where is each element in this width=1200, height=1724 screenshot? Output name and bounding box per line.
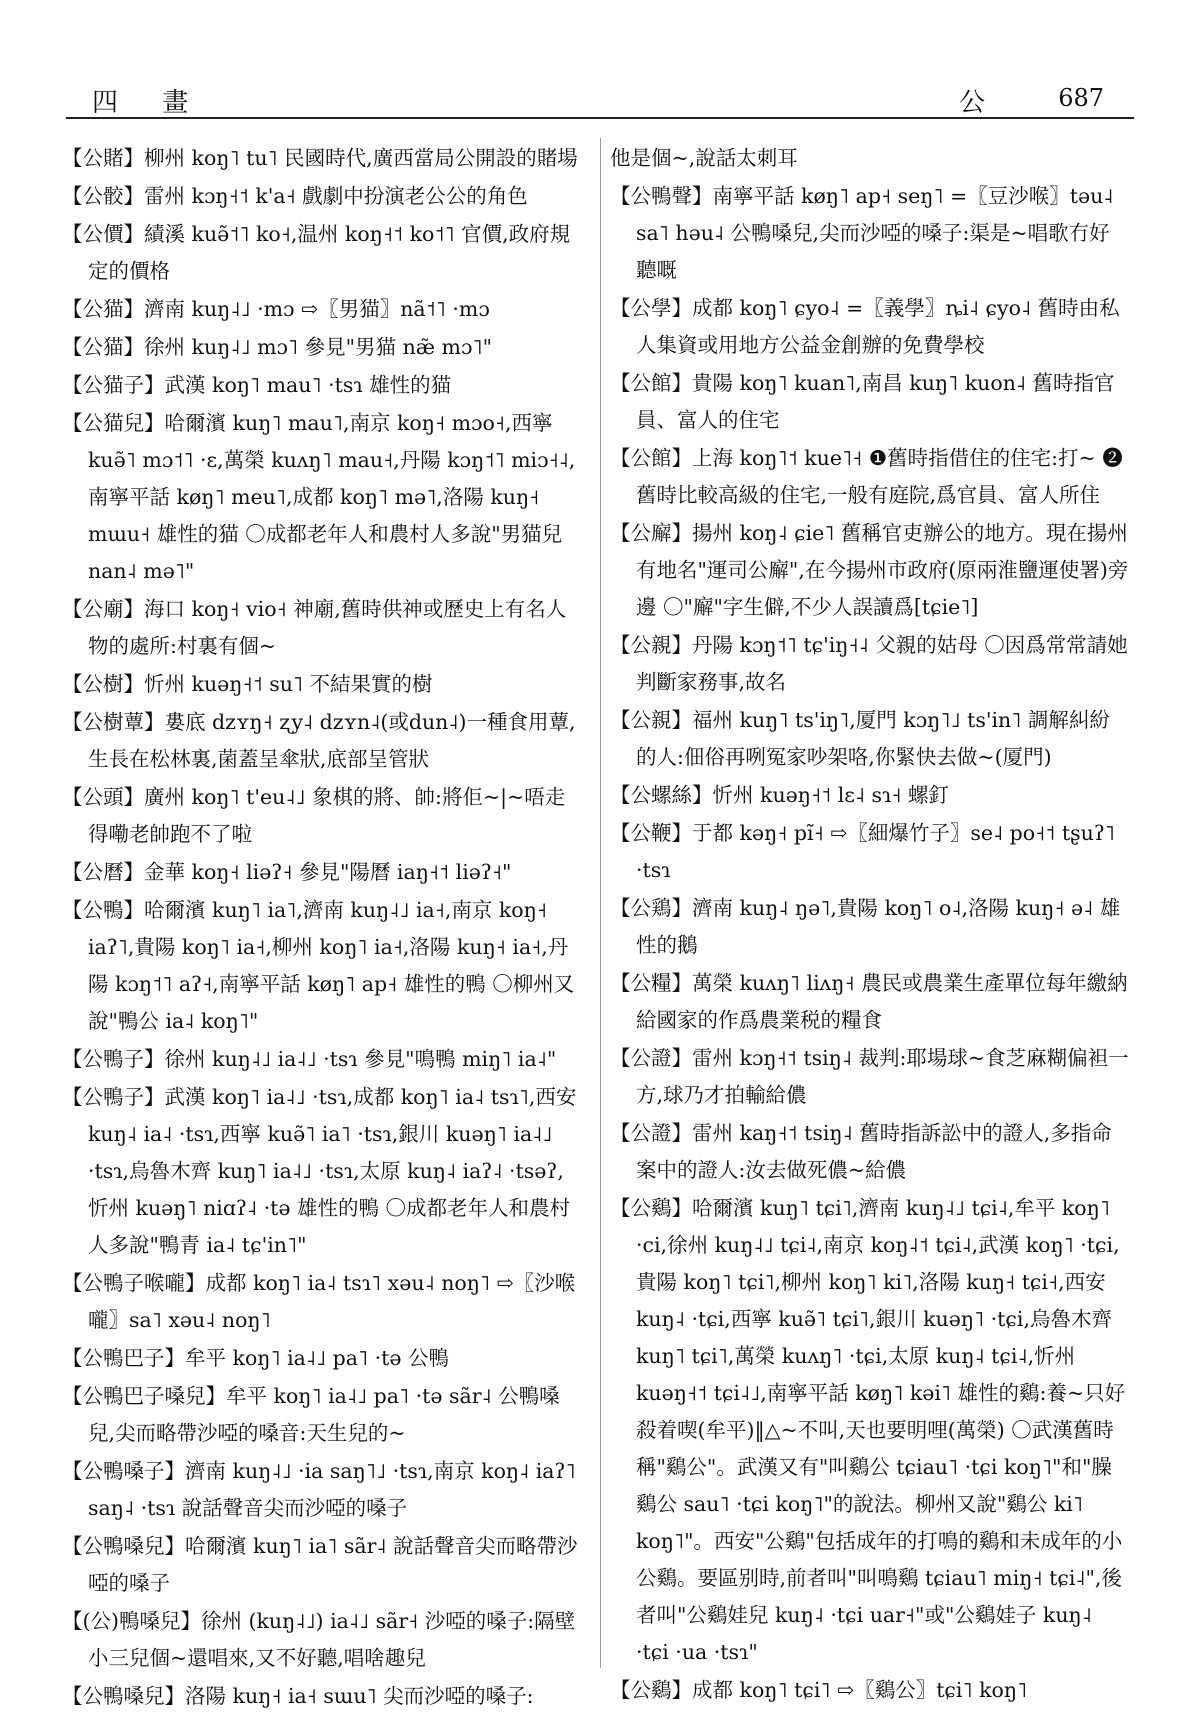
dictionary-entry: 【公螺絲】忻州 kuəŋ˧˦ lε˨ sɿ˧ 螺釘	[610, 783, 949, 807]
dictionary-entry: 【公曆】金華 koŋ˧ liəʔ˧ 參見"陽曆 iaŋ˧˦ liəʔ˧"	[62, 860, 512, 884]
dictionary-entry: 【公鴨】哈爾濱 kuŋ˥ ia˥,濟南 kuŋ˨˩ ia˧,南京 koŋ˧ iaʔ˥,貴陽 koŋ˥ ia˧,柳州 koŋ˥ ia˧,洛陽 kuŋ˧ ia˧,丹陽 kɔŋ˦˥ aʔ˧,南寧平話 køŋ˥ ap˧ 雄性的鴨 〇柳州又說"鴨公 ia˨ koŋ˥"	[62, 898, 575, 1033]
left-column	[62, 140, 582, 1716]
dictionary-entry: 他是個~,說話太刺耳	[610, 146, 798, 170]
column-divider	[600, 138, 601, 1668]
dictionary-entry: 【公糧】萬榮 kuʌŋ˥ liʌŋ˧ 農民或農業生產單位每年繳納給國家的作爲農業税的糧食	[610, 971, 1128, 1032]
dictionary-entry: 【公鴨聲】南寧平話 køŋ˥ ap˧ seŋ˥ =〖豆沙喉〗təu˨ sa˥ həu˨ 公鴨嗓兒,尖而沙啞的嗓子:渠是~唱歌冇好聽嘅	[610, 184, 1114, 282]
dictionary-entry: 【公鴨嗓兒】哈爾濱 kuŋ˥ ia˥ sãr˨ 說話聲音尖而略帶沙啞的嗓子	[62, 1534, 578, 1595]
dictionary-entry: 【公證】雷州 kaŋ˧˦ tsiŋ˨ 舊時指訴訟中的證人,多指命案中的證人:汝去做死儂~給儂	[610, 1121, 1112, 1182]
page-number: 687	[1058, 84, 1104, 112]
dictionary-entry: 【公鴨嗓兒】洛陽 kuŋ˧ ia˧ sɯu˥ 尖而沙啞的嗓子:	[62, 1684, 534, 1708]
radical-header: 公	[958, 88, 985, 118]
dictionary-entry: 【公價】績溪 kuə̃˦˥ ko˧,温州 koŋ˧˦ ko˦˥ 官價,政府規定的價格	[62, 222, 571, 283]
dictionary-entry: 【公鷄】哈爾濱 kuŋ˥ tɕi˥,濟南 kuŋ˨˩ tɕi˨,牟平 koŋ˥ ·ci,徐州 kuŋ˨˩ tɕi˨,南京 koŋ˨˦ tɕi˨,武漢 koŋ˥ ·tɕi,貴陽 koŋ˥ tɕi˥,柳州 koŋ˥ ki˥,洛陽 kuŋ˧ tɕi˧,西安 kuŋ˨ ·tɕi,西寧 kuə̃˥ tɕi˥,銀川 kuəŋ˥ ·tɕi,烏魯木齊 kuŋ˥ tɕi˥,萬榮 kuʌŋ˥ ·tɕi,太原 kuŋ˨ tɕi˨,忻州 kuəŋ˧˦ tɕi˨˩,南寧平話 køŋ˥ kəi˥ 雄性的鷄:養~只好殺着喫(牟平)‖△~不叫,天也要明哩(萬榮) 〇武漢舊時稱"鷄公"。武漢又有"叫鷄公 tɕiau˥ ·tɕi koŋ˥"和"臊鷄公 sau˥ ·tɕi koŋ˥"的說法。柳州又說"鷄公 ki˥ koŋ˥"。西安"公鷄"包括成年的打鳴的鷄和未成年的小公鷄。要區别時,前者叫"叫鳴鷄 tɕiau˥ miŋ˧ tɕi˨",後者叫"公鷄娃兒 kuŋ˨ ·tɕi uar˧"或"公鷄娃子 kuŋ˨ ·tɕi ·ua ·tsɿ"	[610, 1196, 1126, 1664]
dictionary-entry: 【公鴨嗓子】濟南 kuŋ˨˩ ·ia saŋ˥˩ ·tsɿ,南京 koŋ˨ iaʔ˥ saŋ˨ ·tsɿ 說話聲音尖而沙啞的嗓子	[62, 1459, 576, 1520]
dictionary-entry: 【公鞭】于都 kəŋ˧ pĩ˧ ⇨〖細爆竹子〗se˨ po˧˦ tʂuʔ˥ ·tsɿ	[610, 821, 1115, 882]
dictionary-entry: 【公鴨子喉嚨】成都 koŋ˥ ia˨ tsɿ˥ xəu˨ noŋ˥ ⇨〖沙喉嚨〗sa˥ xəu˨ noŋ˥	[62, 1271, 576, 1332]
dictionary-entry: 【公鴨子】武漢 koŋ˥ ia˨˩ ·tsɿ,成都 koŋ˥ ia˨ tsɿ˥,西安 kuŋ˨ ia˨ ·tsɿ,西寧 kuə̃˥ ia˥ ·tsɿ,銀川 kuəŋ˥ ia˨˩ ·tsɿ,烏魯木齊 kuŋ˥ ia˨˩ ·tsɿ,太原 kuŋ˨ iaʔ˨ ·tsəʔ,忻州 kuəŋ˥ niɑʔ˨ ·tə 雄性的鴨 〇成都老年人和農村人多說"鴨青 ia˨ tɕ'in˥"	[62, 1085, 577, 1257]
dictionary-entry: 【公樹蕈】婁底 dzʏŋ˧ ʐy˨ dzʏn˨(或dun˨)一種食用蕈,生長在松林裏,菌蓋呈傘狀,底部呈管狀	[62, 710, 576, 771]
dictionary-entry: 【公鴨巴子】牟平 koŋ˥ ia˨˩ pa˥ ·tə 公鴨	[62, 1346, 449, 1370]
dictionary-entry: 【公館】上海 koŋ˥˦ kue˥˧ ❶舊時指借住的住宅:打~ ❷舊時比較高級的住宅,一般有庭院,爲官員、富人所住	[610, 446, 1123, 507]
dictionary-entry: 【公猫兒】哈爾濱 kuŋ˥ mau˥,南京 koŋ˧ mɔo˧,西寧 kuə̃˥ mɔ˦˥ ·ε,萬榮 kuʌŋ˥ mau˧,丹陽 kɔŋ˦˥ miɔ˧˨,南寧平話 køŋ˥ meu˥,成都 koŋ˥ mə˥,洛陽 kuŋ˧ mɯu˧ 雄性的猫 〇成都老年人和農村人多說"男猫兒 nan˨ mə˥"	[62, 411, 576, 583]
dictionary-entry: 【公證】雷州 kɔŋ˧˦ tsiŋ˨ 裁判:耶場球~食芝麻糊偏袒一方,球乃才拍輸給儂	[610, 1046, 1129, 1107]
right-column	[610, 140, 1130, 1710]
dictionary-entry: 【公鴨巴子嗓兒】牟平 koŋ˥ ia˨˩ pa˥ ·tə sãr˨ 公鴨嗓兒,尖而略帶沙啞的嗓音:天生兒的~	[62, 1384, 560, 1445]
dictionary-entry: 【公猫】濟南 kuŋ˨˩ ·mɔ ⇨〖男猫〗nã˦˥ ·mɔ	[62, 297, 490, 321]
section-header: 四 畫	[92, 88, 207, 118]
dictionary-entry: 【公廨】揚州 koŋ˨ ɕie˥ 舊稱官吏辦公的地方。現在揚州有地名"運司公廨",在今揚州市政府(原兩淮鹽運使署)旁邊 〇"廨"字生僻,不少人誤讀爲[tɕie˥]	[610, 521, 1129, 619]
dictionary-entry: 【公鶏】濟南 kuŋ˨ ŋə˥,貴陽 koŋ˥ o˨,洛陽 kuŋ˧ ə˨ 雄性的鵝	[610, 896, 1121, 957]
dictionary-entry: 【(公)鴨嗓兒】徐州 (kuŋ˨˩) ia˨˩ sãr˧ 沙啞的嗓子:隔壁小三兒個~還唱來,又不好聽,唱啥趣兒	[62, 1609, 576, 1670]
dictionary-entry: 【公鷄】成都 koŋ˥ tɕi˥ ⇨〖鷄公〗tɕi˥ koŋ˥	[610, 1678, 1028, 1702]
header-rule	[66, 117, 1134, 119]
dictionary-entry: 【公學】成都 koŋ˥ ɕyo˨ =〖義學〗ȵi˨ ɕyo˨ 舊時由私人集資或用地方公益金創辦的免費學校	[610, 296, 1120, 357]
dictionary-entry: 【公賭】柳州 koŋ˥ tu˥ 民國時代,廣西當局公開設的賭場	[62, 146, 578, 170]
dictionary-entry: 【公廟】海口 koŋ˧ vio˧ 神廟,舊時供神或歷史上有名人物的處所:村裏有個~	[62, 597, 567, 658]
dictionary-entry: 【公親】福州 kuŋ˥ ts'iŋ˥,厦門 kɔŋ˥˩ ts'in˥ 調解糾紛的人:佃俗再咧冤家吵架咯,你緊快去做~(厦門)	[610, 708, 1110, 769]
dictionary-entry: 【公猫子】武漢 koŋ˥ mau˥ ·tsɿ 雄性的猫	[62, 373, 452, 397]
dictionary-entry: 【公頭】廣州 koŋ˥ t'eu˨˩ 象棋的將、帥:將佢~|~唔走得嘞老帥跑不了啦	[62, 785, 566, 846]
dictionary-entry: 【公館】貴陽 koŋ˥ kuan˥,南昌 kuŋ˥ kuon˨ 舊時指官員、富人的住宅	[610, 371, 1115, 432]
dictionary-entry: 【公鴨子】徐州 kuŋ˨˩ ia˨˩ ·tsɿ 參見"鳴鴨 miŋ˥ ia˨"	[62, 1047, 557, 1071]
dictionary-entry: 【公猫】徐州 kuŋ˨˩ mɔ˥ 參見"男猫 næ̃ mɔ˥"	[62, 335, 493, 359]
dictionary-entry: 【公親】丹陽 kɔŋ˦˥ tɕ'iŋ˧˨ 父親的姑母 〇因爲常常請她判斷家務事,故名	[610, 633, 1128, 694]
dictionary-entry: 【公骹】雷州 kɔŋ˧˦ k'a˧ 戲劇中扮演老公公的角色	[62, 184, 528, 208]
dictionary-entry: 【公樹】忻州 kuəŋ˧˦ su˥ 不結果實的樹	[62, 672, 433, 696]
